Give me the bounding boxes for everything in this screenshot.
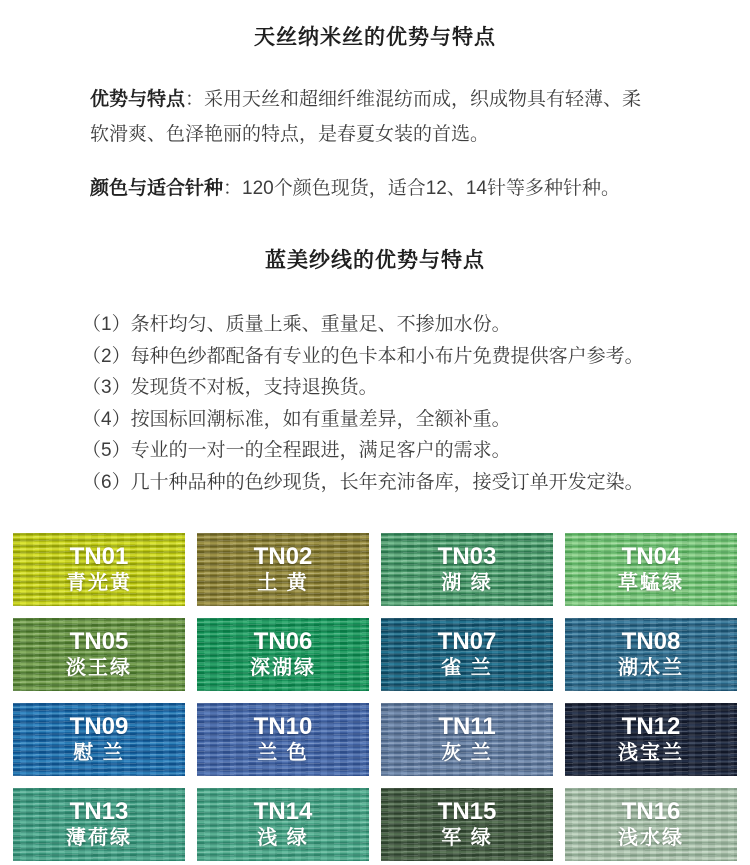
swatch-color-name: 雀 兰	[441, 657, 493, 679]
advantages-list-item-2: （2）每种色纱都配备有专业的色卡本和小布片免费提供客户参考。	[82, 345, 644, 367]
swatch-code-label: TN14	[253, 798, 313, 825]
color-swatch-tn09	[13, 703, 185, 776]
lanmei-section-title: 蓝美纱线的优势与特点	[265, 249, 485, 272]
swatch-code-label: TN03	[437, 543, 497, 570]
swatch-code-label: TN05	[69, 628, 129, 655]
swatch-code-label: TN07	[437, 628, 497, 655]
swatch-code-label: TN16	[621, 798, 681, 825]
swatch-color-name: 兰 色	[257, 742, 309, 764]
swatch-code-label: TN15	[437, 798, 497, 825]
color-swatch-tn03	[381, 533, 553, 606]
swatch-code-label: TN04	[621, 543, 681, 570]
color-swatch-grid	[13, 533, 737, 861]
swatch-color-name: 淡王绿	[66, 657, 132, 679]
swatch-color-name: 青光黄	[66, 572, 132, 594]
advantages-list	[82, 309, 750, 498]
advantages-list-item-1: （1）条杆均匀、质量上乘、重量足、不掺加水份。	[82, 314, 511, 335]
color-swatch-tn12	[565, 703, 737, 776]
swatch-color-name: 湖 绿	[441, 572, 493, 594]
color-swatch-tn10	[197, 703, 369, 776]
swatch-code-label: TN13	[69, 798, 129, 825]
advantages-list-item-3: （3）发现货不对板，支持退换货。	[82, 377, 378, 398]
colors-needles-paragraph	[90, 171, 652, 206]
advantages-list-item-6: （6）几十种品种的色纱现货，长年充沛备库，接受订单开发定染。	[82, 471, 644, 493]
swatch-color-name: 浅水绿	[618, 827, 684, 849]
color-swatch-tn08	[565, 618, 737, 691]
swatch-color-name: 浅宝兰	[618, 742, 684, 764]
swatch-color-name: 湖水兰	[618, 657, 684, 679]
color-swatch-tn15	[381, 788, 553, 861]
color-swatch-tn02	[197, 533, 369, 606]
swatch-color-name: 土 黄	[257, 572, 309, 594]
color-swatch-tn13	[13, 788, 185, 861]
advantages-list-item-4: （4）按国标回潮标准，如有重量差异，全额补重。	[82, 408, 511, 430]
swatch-code-label: TN01	[69, 543, 129, 570]
swatch-code-label: TN11	[438, 713, 496, 740]
colors-needles-paragraph-label: 颜色与适合针种	[90, 178, 224, 199]
swatch-color-name: 深湖绿	[250, 657, 316, 679]
swatch-color-name: 薄荷绿	[66, 827, 132, 849]
advantages-paragraph	[90, 82, 652, 152]
advantages-paragraph-text: ：采用天丝和超细纤维混纺而成，织成物具有轻薄、柔软滑爽、色泽艳丽的特点，是春夏女装的首选。	[90, 89, 642, 145]
swatch-color-name: 草蜢绿	[618, 572, 684, 594]
swatch-code-label: TN12	[621, 713, 681, 740]
advantages-paragraph-label: 优势与特点	[90, 89, 186, 110]
color-swatch-tn07	[381, 618, 553, 691]
color-swatch-tn14	[197, 788, 369, 861]
swatch-code-label: TN08	[621, 628, 681, 655]
color-swatch-tn11	[381, 703, 553, 776]
swatch-color-name: 慰 兰	[73, 742, 125, 764]
swatch-color-name: 灰 兰	[441, 742, 493, 764]
colors-needles-paragraph-text: ：120个颜色现货，适合12、14针等多种针种。	[223, 178, 620, 199]
tencel-section-title: 天丝纳米丝的优势与特点	[254, 26, 496, 49]
color-swatch-tn05	[13, 618, 185, 691]
swatch-code-label: TN06	[253, 628, 313, 655]
swatch-color-name: 军 绿	[441, 827, 493, 849]
swatch-code-label: TN09	[69, 713, 129, 740]
color-swatch-tn04	[565, 533, 737, 606]
swatch-code-label: TN10	[253, 713, 313, 740]
color-swatch-tn01	[13, 533, 185, 606]
color-swatch-tn16	[565, 788, 737, 861]
swatch-code-label: TN02	[253, 543, 313, 570]
swatch-color-name: 浅 绿	[257, 827, 309, 849]
color-swatch-tn06	[197, 618, 369, 691]
advantages-list-item-5: （5）专业的一对一的全程跟进，满足客户的需求。	[82, 440, 511, 461]
